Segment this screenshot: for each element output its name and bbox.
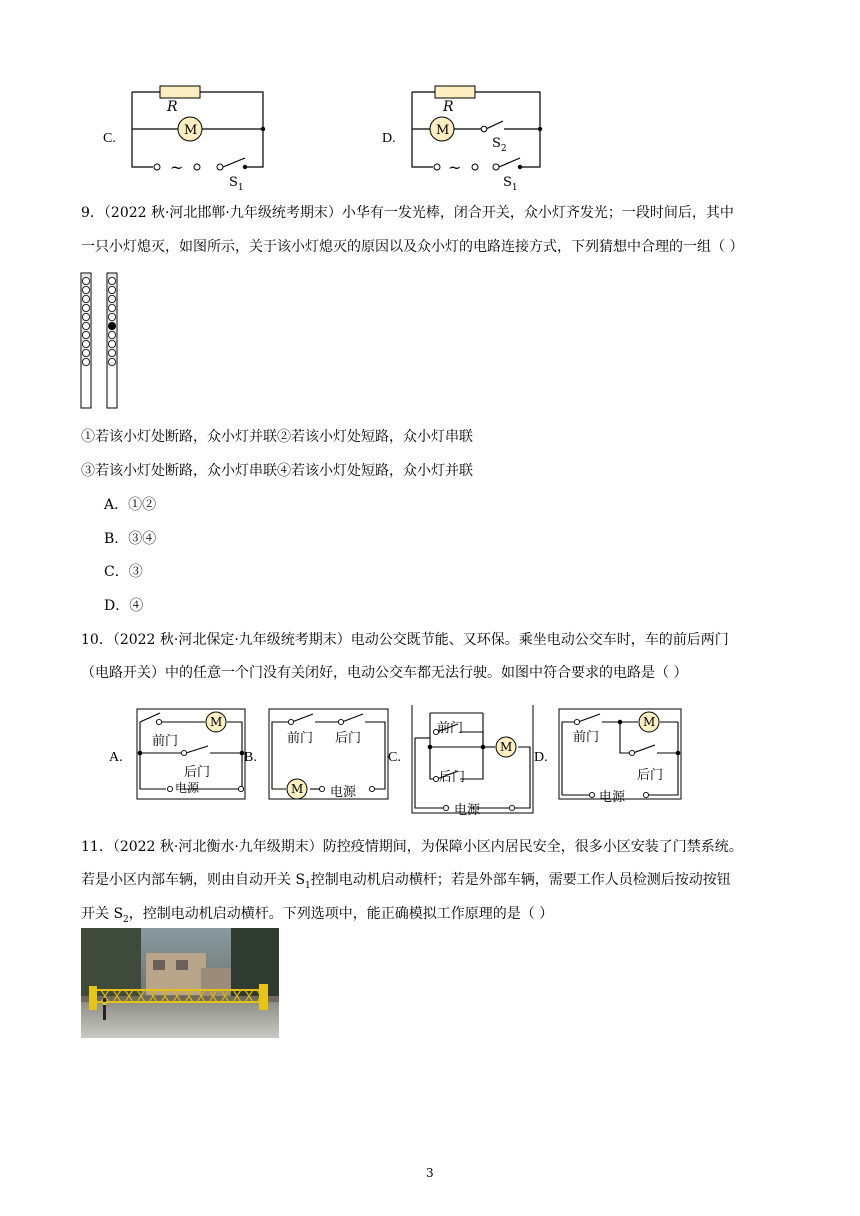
terminal [434,164,440,170]
svg-text:前门: 前门 [437,721,464,736]
q9-stem-line2: 一只小灯熄灭，如图所示，关于该小灯熄灭的原因以及众小灯的电路连接方式，下列猜想中合理的一组（ ） [81,239,744,255]
resistor-r [435,86,475,98]
switch-pivot [217,164,223,170]
svg-text:前门: 前门 [573,730,600,745]
lit-bulb [82,295,89,302]
q10-stem-line1: 10．（2022 秋·河北保定·九年级统考期末）电动公交既节能、又环保。乘坐电动公交车时，车的前后两门 [81,632,729,648]
q11-stem-line1: 11．（2022 秋·河北衡水·九年级期末）防控疫情期间，为保障小区内居民安全，很多小区安装了门禁系统。 [81,839,743,855]
q9-choice-a[interactable]: A．①② [104,497,157,513]
lit-bulb [108,304,115,311]
lit-bulb [82,340,89,347]
lit-bulb [82,322,89,329]
q11-stem-line3: 开关 $S_2$，控制电动机启动横杆。下列选项中，能正确模拟工作原理的是（ ） [81,906,554,925]
glow-stick-figure [79,272,121,410]
q9-choice-c[interactable]: C．③ [104,564,143,580]
lit-bulb [82,286,89,293]
terminal [194,164,200,170]
terminal [154,164,160,170]
q9-choice-d[interactable]: D．④ [104,598,144,614]
switch-s1-label: $S_1$ [503,175,518,193]
switch-s2-label: $S_2$ [492,136,507,154]
switch-pivot [481,126,487,132]
switch-pivot [493,164,499,170]
svg-text:前门: 前门 [152,734,179,749]
q9-guess-line2: ③若该小灯处断路，众小灯串联④若该小灯处短路，众小灯并联 [81,463,473,479]
svg-text:电源: 电源 [454,803,481,818]
svg-text:后门: 后门 [184,765,211,780]
ac-symbol: ~ [448,158,462,177]
lit-bulb [108,277,115,284]
svg-text:前门: 前门 [287,731,314,746]
svg-text:M: M [643,715,656,729]
page-number: 3 [426,1166,434,1180]
svg-text:后门: 后门 [335,731,362,746]
gate-barrier-photo [81,928,279,1038]
lit-bulb [82,304,89,311]
svg-text:电源: 电源 [330,785,357,800]
motor-label: M [184,123,198,138]
q10-option-d-label[interactable]: D. [534,750,548,765]
svg-text:后门: 后门 [637,768,664,783]
lit-bulb [108,358,115,365]
svg-text:M: M [210,715,223,729]
lit-bulb [108,331,115,338]
ac-symbol: ~ [170,158,184,177]
motor-label: M [436,123,450,138]
lit-bulb [82,331,89,338]
lit-bulb [82,349,89,356]
lit-bulb [108,340,115,347]
resistor-label: R [443,99,454,115]
lit-bulb [108,295,115,302]
lit-bulb [82,358,89,365]
lit-bulb [108,286,115,293]
svg-text:电源: 电源 [175,781,200,795]
q9-guess-line1: ①若该小灯处断路，众小灯并联②若该小灯处短路，众小灯串联 [81,429,473,445]
q11-stem-line2: 若是小区内部车辆，则由自动开关 $S_1$控制电动机启动横杆；若是外部车辆，需要工作人员检测后按动按钮 [81,872,731,891]
switch-s1-label: $S_1$ [229,175,244,193]
q10-stem-line2: （电路开关）中的任意一个门没有关闭好，电动公交车都无法行驶。如图中符合要求的电路是（ ） [81,665,688,681]
q10-option-a-label[interactable]: A. [109,750,123,765]
q10-option-c-label[interactable]: C. [388,750,401,765]
svg-text:M: M [500,740,513,754]
q9-stem-line1: 9．（2022 秋·河北邯郸·九年级统考期末）小华有一发光棒，闭合开关，众小灯齐发光；一段时间后，其中 [81,205,734,221]
option-c-label: C. [103,131,116,146]
resistor-r [160,86,200,98]
q10-option-b-label[interactable]: B. [244,750,257,765]
lit-bulb [108,313,115,320]
dark-bulb [108,322,115,329]
lit-bulb [82,277,89,284]
lit-bulb [108,349,115,356]
resistor-label: R [167,99,178,115]
svg-text:电源: 电源 [599,790,626,805]
lit-bulb [82,313,89,320]
svg-text:M: M [291,782,304,796]
terminal [472,164,478,170]
circuit-diagram-d [400,78,560,193]
q9-choice-b[interactable]: B．③④ [104,531,157,547]
svg-text:后门: 后门 [439,770,466,785]
circuit-diagram-c [120,78,280,193]
option-d-label: D. [382,131,396,146]
